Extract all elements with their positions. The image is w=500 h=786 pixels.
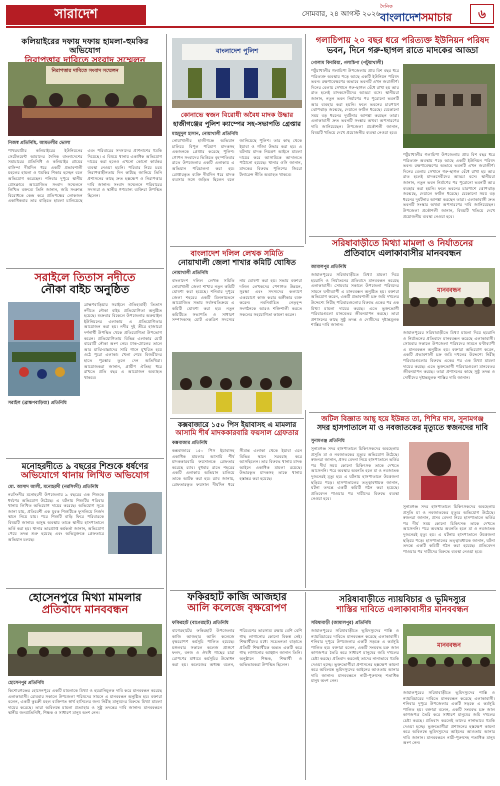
byline: হোসেনপুর প্রতিনিধি xyxy=(8,681,44,686)
article-divider xyxy=(6,588,164,589)
headline: সরিষাবাড়ীতে মিথ্যা মামলা ও নির্যাতনের xyxy=(332,239,473,249)
article-photo xyxy=(172,38,302,108)
byline: নোয়াখালী প্রতিনিধি xyxy=(172,271,209,276)
article-divider xyxy=(170,246,304,247)
byline: গোলাম কিবরিয়া, গলাচিপা (পটুয়াখালী) xyxy=(311,61,384,66)
byline: ফকিরহাট (বাগেরহাট) প্রতিনিধি xyxy=(172,621,229,626)
article-hossainpur-protest xyxy=(6,590,164,780)
article-body: নোয়াখালীর হাজীগঞ্জে অভিযান চালিয়ে বিপুল পরিমাণ মাদকসহ একজনকে গ্রেপ্তার করেছে পুলিশ। গোপন সংবাদের ভিত্তিতে বৃহস্পতিবার রাতে উপজেলার একটি এলাকায় এ অভিযান পরিচালনা করা হয়। গ্রেপ্তারকৃত ব্যক্তি দীর্ঘদিন ধরে মাদক ব্যবসার সঙ্গে জড়িত ছিলেন বলে জানিয়েছে পুলিশ। তার কাছ থেকে ইয়াবা ও গাঁজা উদ্ধার করা হয়। এ ঘটনায় মাদক নিয়ন্ত্রণ আইনে মামলা দায়ের করে আসামিকে আদালতে পাঠানো হয়েছে। থানার ওসি জানান, মাদকের বিরুদ্ধে পুলিশের জিরো টলারেন্স নীতি অব্যাহত থাকবে। xyxy=(172,138,302,183)
logo-prefix: দৈনিক xyxy=(380,4,393,10)
photo-human-chain xyxy=(403,624,495,686)
article-body: কক্সবাজারে ১৫০ পিস ইয়াবাসহ একাধিক মামলার আসামি শীর্ষ মাদককারবারি ফয়সালকে গ্রেফতার করেছে র‍্যাব। বুধবার রাতে শহরের একটি এলাকায় অভিযান চালিয়ে তাকে আটক করা হয়। র‍্যাব জানায়, গ্রেফতারকৃত ফয়সাল দীর্ঘদিন ধরে সীমান্ত এলাকা থেকে ইয়াবা এনে বিভিন্ন স্থানে সরবরাহ করে আসছিলেন। তার বিরুদ্ধে থানায় মাদক আইনে একাধিক মামলা রয়েছে। উদ্ধারকৃত মাদকসহ তাকে থানায় হস্তান্তর করা হয়েছে। xyxy=(172,448,302,487)
photo-human-chain xyxy=(8,624,162,676)
article-land-grabber-protest xyxy=(309,594,496,780)
photo-boat-race xyxy=(8,302,80,396)
byline: সরাইল (ব্রাহ্মণবাড়িয়া) প্রতিনিধি xyxy=(8,401,67,406)
headline: কক্সবাজারে ১৫০ পিস ইয়াবাসহ এ মামলার xyxy=(177,421,297,429)
banner-text: মানববন্ধন xyxy=(437,287,461,294)
byline: নিজস্ব প্রতিনিধি, আমতলীর ভোলা xyxy=(8,141,71,146)
banner-text: মানববন্ধন xyxy=(437,642,461,649)
article-photo xyxy=(8,302,80,396)
headline: হাজীগঞ্জের পুলিশ ক্যাম্পের সহ-সভাপতি গ্রেপ্তার xyxy=(173,120,301,128)
headline: সরাইলে তিতাস নদীতে xyxy=(34,271,136,284)
article-hospital-death xyxy=(309,414,496,590)
article-boat-race xyxy=(6,270,164,456)
headline: কলিয়াইরের দফায় দফায় হামলা-হুমকির অভিযোগ xyxy=(21,36,149,56)
article-body-continued: পটুয়াখালীর গলাচিপা উপজেলায় প্রায় বিশ বছর ধরে পরিত্যক্ত অবস্থায় পড়ে আছে একটি ইউনিয়ন পরিষদ ভবন। রক্ষণাবেক্ষণের অভাবে ভবনটি এখন জরাজীর্ণ। দিনের বেলায় সেখানে গরু-ছাগল বেঁধে রাখা হয় আর রাত হলেই মাদকসেবীদের আড্ডা বসে। স্থানীয়রা জানান, নতুন ভবন নির্মাণের পর পুরোনো ভবনটি আর ব্যবহার করা হয়নি। ফলে ভবনের চারপাশে ঝোপঝাড় জন্মেছে, দেয়ালে ফাটল ধরেছে। যেকোনো সময় বড় ধরনের দুর্ঘটনার আশঙ্কা করছেন তারা। এলাকাবাসী দ্রুত ভবনটি সংস্কার অথবা অপসারণের দাবি জানিয়েছেন। উপজেলা প্রকৌশলী জানান, বিষয়টি খতিয়ে দেখে প্রয়োজনীয় ব্যবস্থা নেওয়া হবে। xyxy=(403,152,495,219)
byline: কক্সবাজার প্রতিনিধি xyxy=(172,441,208,446)
article-body: বাগেরহাটের ফকিরহাট উপজেলার কাজি আজহার আলি কলেজে বৃক্ষরোপণ কর্মসূচি পালিত হয়েছে। মঙ্গলবার সকালে কলেজ প্রাঙ্গণে ফলদ, বনজ ও ঔষধি গাছের চারা রোপণের মাধ্যমে কর্মসূচির উদ্বোধন করা হয়। কলেজের অধ্যক্ষ বলেন, পরিবেশের ভারসাম্য রক্ষায় বেশি বেশি গাছ লাগানোর কোনো বিকল্প নেই। শিক্ষার্থীদের মধ্যে সচেতনতা বাড়াতে প্রতিটি শিক্ষার্থীকে অন্তত একটি করে গাছ লাগানোর আহ্বান জানান তিনি। অনুষ্ঠানে শিক্ষক, শিক্ষার্থী ও অভিভাবকরা উপস্থিত ছিলেন। xyxy=(172,628,302,667)
article-divider xyxy=(6,268,164,269)
logo-wordmark xyxy=(380,12,464,24)
photo-committee-meeting xyxy=(172,352,302,414)
photo-portrait xyxy=(108,492,162,554)
article-photo xyxy=(409,442,469,500)
article-photo xyxy=(8,62,162,136)
headline: শাস্তির দাবিতে এলাকাবাসীর মানববন্ধন xyxy=(336,604,469,615)
article-photo xyxy=(403,64,495,148)
masthead xyxy=(0,0,500,34)
article-body: জামালপুরের সরিষাবাড়ীতে মিথ্যা মামলা দিয়ে হয়রানি ও নির্যাতনের প্রতিবাদে মানববন্ধন করেছে এলাকাবাসী। সোমবার সকালে উপজেলা পরিষদের সামনে ঘণ্টাব্যাপী এ মানববন্ধন অনুষ্ঠিত হয়। বক্তারা অভিযোগ করেন, একটি প্রভাবশালী চক্র জমি দখলের উদ্দেশ্যে নিরীহ পরিবারগুলোর বিরুদ্ধে একের পর এক মিথ্যা মামলা দায়ের করছে। এতে ভুক্তভোগী পরিবারগুলো মানবেতর জীবনযাপন করছে। তারা প্রশাসনের কাছে সুষ্ঠু তদন্ত ও দোষীদের দৃষ্টান্তমূলক শাস্তির দাবি জানান। xyxy=(311,272,399,328)
logo-word-1: বাংলাদেশ xyxy=(380,11,421,24)
headline: নৌকা বাইচ অনুষ্ঠিত xyxy=(40,283,130,297)
article-abandoned-building xyxy=(309,34,496,234)
article-divider xyxy=(6,458,164,459)
byline: মো. আসাদ আলী, মনোহরদী (নরসিংদী) প্রতিনিধি xyxy=(8,485,99,490)
article-photo xyxy=(403,624,495,686)
newspaper-logo xyxy=(380,4,464,24)
section-label: সারাদেশ xyxy=(6,5,146,25)
article-photo xyxy=(108,492,162,554)
article-body: পাথরঘাটার কলিয়াইরের ইউনিয়নের সেটেলমেন্ট আমাদের দৈনিক বাংলাদেশের সমাচারের প্রতিনিধি ও কলিয়াইর গ্রামের বাসিন্দা দীর্ঘদিন ধরে একটি প্রভাবশালী মহলের হামলা ও হুমকির শিকার হচ্ছেন বলে অভিযোগ করেছেন। শনিবার দুপুরে স্থানীয় প্রেসক্লাবে আয়োজিত সংবাদ সম্মেলনে লিখিত বক্তব্যে তিনি জানান, জমি সংক্রান্ত বিরোধকে কেন্দ্র করে প্রতিপক্ষের লোকজন একাধিকবার তার বাড়িতে হামলা চালিয়েছে এবং পরিবারের সদস্যদের প্রাণনাশের হুমকি দিয়েছে। এ বিষয়ে থানায় একাধিক অভিযোগ দায়ের করা হলেও এখনো কোনো কার্যকর ব্যবস্থা নেওয়া হয়নি। পরিবার নিয়ে চরম নিরাপত্তাহীনতায় দিন কাটছে জানিয়ে তিনি প্রশাসনের কাছে দ্রুত হস্তক্ষেপ ও নিরাপত্তার দাবি জানান। সংবাদ সম্মেলনে পরিবারের সদস্যরা ও স্থানীয় গণ্যমান্য ব্যক্তিরা উপস্থিত ছিলেন। xyxy=(8,148,162,204)
article-tree-plantation xyxy=(170,572,304,780)
column-divider xyxy=(166,34,167,780)
headline: ফকিরহাট কাজি আজহার xyxy=(187,592,287,603)
headline: প্রতিবাদে এলাকাবাসীর মানববন্ধন xyxy=(343,248,462,259)
headline: গলাচিপায় ২০ বছর ধরে পরিত্যক্ত ইউনিয়ন পরিষদ xyxy=(315,36,490,46)
article-body-continued: জামালপুরের সরিষাবাড়ীতে ভূমিদস্যুদের শাস্তি ও ন্যায়বিচারের দাবিতে মানববন্ধন করেছে এলাকাবাসী। শনিবার দুপুরে উপজেলার একটি সড়কে এ কর্মসূচি পালিত হয়। বক্তারা বলেন, একটি সংঘবদ্ধ চক্র জাল কাগজপত্র তৈরি করে সাধারণ মানুষের জমি দখলের চেষ্টা করছে। প্রতিবাদ করলেই তাদের নানাভাবে হুমকি দেওয়া হচ্ছে। ভুক্তভোগীরা প্রশাসনের হস্তক্ষেপ কামনা করে অবিলম্বে ভূমিদস্যুদের আইনের আওতায় আনার দাবি জানান। মানববন্ধনে নারী-পুরুষসহ শতাধিক মানুষ অংশ নেন। xyxy=(403,690,495,746)
article-body: বাংলাদেশ দলিল লেখক সমিতি নোয়াখালী জেলা শাখার নতুন কমিটি ঘোষণা করা হয়েছে। শনিবার দুপুরে জেলা শহরের একটি মিলনায়তনে আয়োজিত সভায় সর্বসম্মতিক্রমে এ কমিটি ঘোষণা করা হয়। নতুন কমিটিতে সভাপতি ও সাধারণ সম্পাদকসহ মোট একত্রিশ সদস্যের নাম ঘোষণা করা হয়। সভায় বক্তারা দলিল লেখকদের পেশাগত উন্নয়ন, সুরক্ষা এবং সদস্যদের কল্যাণে একযোগে কাজ করার অঙ্গীকার ব্যক্ত করেন। নবনির্বাচিত নেতৃবৃন্দ সংগঠনকে আরও শক্তিশালী করতে সকলের সহযোগিতা কামনা করেন। xyxy=(172,278,302,323)
banner-text: বাংলাদেশ পুলিশ xyxy=(215,47,259,55)
article-photo xyxy=(403,268,495,326)
headline: আলি কলেজে বৃক্ষরোপণ xyxy=(187,603,287,615)
article-body: সুনামগঞ্জ সদর হাসপাতালে চিকিৎসকদের অবহেলায় প্রসূতি মা ও নবজাতকের মৃত্যুর অভিযোগ উঠেছে। স্বজনরা জানান, প্রসব বেদনা নিয়ে হাসপাতালে ভর্তির পর দীর্ঘ সময় কোনো চিকিৎসক তাকে দেখতে আসেননি। পরে অবস্থার অবনতি হলে মা ও নবজাতক দুজনেরই মৃত্যু হয়। এ ঘটনায় হাসপাতালে উত্তেজনা ছড়িয়ে পড়ে। হাসপাতালের তত্ত্বাবধায়ক জানান, ঘটনা তদন্তে একটি কমিটি গঠন করা হয়েছে। প্রতিবেদন পাওয়ার পর দায়ীদের বিরুদ্ধে ব্যবস্থা নেওয়া হবে। xyxy=(311,446,399,502)
page-number: ৬ xyxy=(470,4,494,24)
byline: সুনামগঞ্জ প্রতিনিধি xyxy=(311,439,345,444)
photo-abandoned-building xyxy=(403,64,495,148)
article-sarishabari-protest xyxy=(309,238,496,410)
article-body: নরসিংদীর মনোহরদী উপজেলায় ৯ বছরের এক শিশুকে ধর্ষণের অভিযোগ উঠেছে। এ ঘটনায় শিশুটির পরিবার থানায় লিখিত অভিযোগ দায়ের করেছে। অভিযোগ সূত্রে জানা যায়, প্রতিবেশী এক যুবক শিশুটিকে ফুসলিয়ে নির্জন স্থানে নিয়ে যায়। পরে শিশুটি বাড়ি ফিরে পরিবারকে বিষয়টি জানায়। অসুস্থ অবস্থায় তাকে স্থানীয় হাসপাতালে ভর্তি করা হয়। থানার ভারপ্রাপ্ত কর্মকর্তা জানান, অভিযোগ পেয়ে তদন্ত শুরু হয়েছে এবং অভিযুক্তকে গ্রেফতারে অভিযান চলছে। xyxy=(8,492,104,542)
article-body: জামালপুরের সরিষাবাড়ীতে ভূমিদস্যুদের শাস্তি ও ন্যায়বিচারের দাবিতে মানববন্ধন করেছে এলাকাবাসী। শনিবার দুপুরে উপজেলার একটি সড়কে এ কর্মসূচি পালিত হয়। বক্তারা বলেন, একটি সংঘবদ্ধ চক্র জাল কাগজপত্র তৈরি করে সাধারণ মানুষের জমি দখলের চেষ্টা করছে। প্রতিবাদ করলেই তাদের নানাভাবে হুমকি দেওয়া হচ্ছে। ভুক্তভোগীরা প্রশাসনের হস্তক্ষেপ কামনা করে অবিলম্বে ভূমিদস্যুদের আইনের আওতায় আনার দাবি জানান। মানববন্ধনে নারী-পুরুষসহ শতাধিক মানুষ অংশ নেন। xyxy=(311,628,399,684)
photo-portrait xyxy=(409,442,469,500)
headline: ভবন, দিনে গরু-ছাগল রাতে মাদকের আড্ডা xyxy=(326,45,479,56)
article-body: কিশোরগঞ্জের হোসেনপুরে একটি মামলাকে মিথ্যা ও হয়রানিমূলক দাবি করে মানববন্ধন করেছে এলাকাবাসী। রোববার সকালে উপজেলা পরিষদের সামনে এ মানববন্ধন অনুষ্ঠিত হয়। বক্তারা বলেন, একটি কুচক্রী মহল ব্যক্তিগত স্বার্থ হাসিলের জন্য নিরীহ মানুষদের বিরুদ্ধে মিথ্যা মামলা দায়ের করেছে। তারা অবিলম্বে মামলা প্রত্যাহার ও সুষ্ঠু তদন্তের দাবি জানান। মানববন্ধনে স্থানীয় জনপ্রতিনিধি, শিক্ষক ও সাধারণ মানুষ অংশ নেন। xyxy=(8,688,162,716)
article-divider xyxy=(309,236,496,237)
headline: হোসেনপুরে মিথ্যা মামলার xyxy=(28,591,142,604)
article-press-conference xyxy=(6,34,164,266)
headline: কোনাভে স্বজন বিরোধী অবৈধ মাদক উদ্ধার xyxy=(180,111,294,119)
byline: জামালপুর প্রতিনিধি xyxy=(311,265,347,270)
article-drug-arrest xyxy=(170,34,304,244)
logo-word-2: সমাচার xyxy=(420,11,452,24)
banner-text: নিরাপত্তার দাবিতে সংবাদ সম্মেলন xyxy=(51,68,119,74)
header-rule xyxy=(6,26,494,28)
article-photo xyxy=(8,624,162,676)
headline: জটিল বিজ্ঞাত আছ্ হয়ে ইউন্নত তা, শিশির দাস, সুনামগঞ্জ xyxy=(321,415,484,423)
article-committee xyxy=(170,248,304,416)
article-divider xyxy=(170,418,304,419)
article-body: ব্রাহ্মণবাড়িয়ার সরাইলে ঐতিহ্যবাহী তিতাস নদীতে নৌকা বাইচ প্রতিযোগিতা অনুষ্ঠিত হয়েছে। শুক্রবার বিকেলে উপজেলার অরুয়াইল ইউনিয়নের এলাকায় এ প্রতিযোগিতার আয়োজন করা হয়। নদীর দুই তীরে হাজারো দর্শনার্থী উপস্থিত থেকে প্রতিযোগিতা উপভোগ করেন। প্রতিযোগিতায় বিভিন্ন এলাকার মোট বারোটি নৌকা অংশ নেয়। ঢাক-ঢোলের তালে আর মাঝি-মাল্লাদের সারি গানে মুখরিত হয়ে ওঠে পুরো এলাকা। খেলা শেষে বিজয়ীদের হাতে পুরস্কার তুলে দেন অতিথিরা। আয়োজকরা জানান, গ্রামীণ ঐতিহ্য ধরে রাখতে প্রতি বছর এ আয়োজন অব্যাহত থাকবে। xyxy=(84,302,162,380)
headline: প্রতিবাদে মানববন্ধন xyxy=(41,603,129,617)
photo-human-chain xyxy=(403,268,495,326)
headline: বাংলাদেশ দলিল লেখক সমিতি xyxy=(190,249,284,258)
headline: অভিযোগে থানায় লিখিত অভিযোগ xyxy=(20,471,150,482)
byline: সরিষাবাড়ী (জামালপুর) প্রতিনিধি xyxy=(311,621,371,626)
article-body-continued: সুনামগঞ্জ সদর হাসপাতালে চিকিৎসকদের অবহেলায় প্রসূতি মা ও নবজাতকের মৃত্যুর অভিযোগ উঠেছে। স্বজনরা জানান, প্রসব বেদনা নিয়ে হাসপাতালে ভর্তির পর দীর্ঘ সময় কোনো চিকিৎসক তাকে দেখতে আসেননি। পরে অবস্থার অবনতি হলে মা ও নবজাতক দুজনেরই মৃত্যু হয়। এ ঘটনায় হাসপাতালে উত্তেজনা ছড়িয়ে পড়ে। হাসপাতালের তত্ত্বাবধায়ক জানান, ঘটনা তদন্তে একটি কমিটি গঠন করা হয়েছে। প্রতিবেদন পাওয়ার পর দায়ীদের বিরুদ্ধে ব্যবস্থা নেওয়া হবে। xyxy=(403,504,495,554)
byline: মাহমুদুল হাসান, নোয়াখালী প্রতিনিধি xyxy=(172,132,238,137)
issue-date: সোমবার, ২৪ আগস্ট ২০২৬ xyxy=(302,10,381,18)
headline: মনোহরদীতে ৯ বছরের শিশুকে ধর্ষণের xyxy=(21,461,149,471)
article-divider xyxy=(309,412,496,413)
headline: সদর হাসপাতালে মা ও নবজাতকের মৃত্যুতে স্বজনদের দাবি xyxy=(317,422,488,432)
article-yaba-arrest xyxy=(170,420,304,570)
headline: সরিষাবাড়ীতে ন্যায়বিচার ও ভূমিদস্যুর xyxy=(339,595,466,605)
article-body-continued: জামালপুরের সরিষাবাড়ীতে মিথ্যা মামলা দিয়ে হয়রানি ও নির্যাতনের প্রতিবাদে মানববন্ধন করেছে এলাকাবাসী। সোমবার সকালে উপজেলা পরিষদের সামনে ঘণ্টাব্যাপী এ মানববন্ধন অনুষ্ঠিত হয়। বক্তারা অভিযোগ করেন, একটি প্রভাবশালী চক্র জমি দখলের উদ্দেশ্যে নিরীহ পরিবারগুলোর বিরুদ্ধে একের পর এক মিথ্যা মামলা দায়ের করছে। এতে ভুক্তভোগী পরিবারগুলো মানবেতর জীবনযাপন করছে। তারা প্রশাসনের কাছে সুষ্ঠু তদন্ত ও দোষীদের দৃষ্টান্তমূলক শাস্তির দাবি জানান। xyxy=(403,330,495,380)
article-photo xyxy=(172,352,302,414)
article-body: পটুয়াখালীর গলাচিপা উপজেলায় প্রায় বিশ বছর ধরে পরিত্যক্ত অবস্থায় পড়ে আছে একটি ইউনিয়ন পরিষদ ভবন। রক্ষণাবেক্ষণের অভাবে ভবনটি এখন জরাজীর্ণ। দিনের বেলায় সেখানে গরু-ছাগল বেঁধে রাখা হয় আর রাত হলেই মাদকসেবীদের আড্ডা বসে। স্থানীয়রা জানান, নতুন ভবন নির্মাণের পর পুরোনো ভবনটি আর ব্যবহার করা হয়নি। ফলে ভবনের চারপাশে ঝোপঝাড় জন্মেছে, দেয়ালে ফাটল ধরেছে। যেকোনো সময় বড় ধরনের দুর্ঘটনার আশঙ্কা করছেন তারা। এলাকাবাসী দ্রুত ভবনটি সংস্কার অথবা অপসারণের দাবি জানিয়েছেন। উপজেলা প্রকৌশলী জানান, বিষয়টি খতিয়ে দেখে প্রয়োজনীয় ব্যবস্থা নেওয়া হবে। xyxy=(311,68,399,135)
column-divider xyxy=(305,34,306,244)
column-divider xyxy=(305,592,306,780)
headline: নোয়াখালী জেলা শাখার কমিটি ঘোষিত xyxy=(178,257,296,267)
article-child-abuse xyxy=(6,460,164,586)
headline: আসামি শীর্ষ মাদককারবারি ফয়সাল গ্রেফতার xyxy=(175,428,299,437)
column-divider xyxy=(305,410,306,588)
